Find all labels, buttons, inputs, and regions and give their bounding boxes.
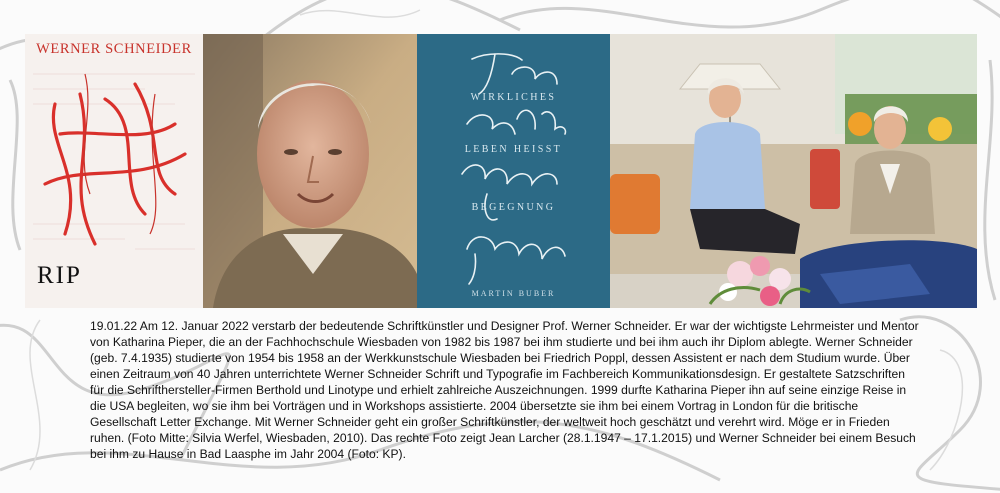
book-calligraphy xyxy=(417,34,610,308)
obituary-caption: 19.01.22 Am 12. Januar 2022 verstarb der bedeutende Schriftkünstler und Designer Prof. Werner Schneider. Er war der wichtigste Lehrmeister und Mentor von Katharina Pieper, die an der Fachhochschule Wiesbaden von 1982 bis 1987 bei ihm studierte und bei ihm auch ihr Diplom ablegte. Werner Schneider (geb. 7.4.1935) studierte von 1954 bis 1958 an der Werkkunstschule Wiesbaden bei Friedrich Poppl, dessen Assistent er nach dem Studium wurde. Über einen Zeitraum von 40 Jahren unterrichtete Werner Schneider Schrift und Typografie im Fachbereich Kommunikationsdesign. Er gestaltete Satzschriften für die Schrifthersteller-Firmen Berthold und Linotype und erhielt zahlreiche Auszeichnungen. 1999 durfte Katharina Pieper ihn auf seine einzige Reise in die USA begleiten, wo sie ihm bei Vorträgen und in Workshops assistierte. 2004 übersetzte sie ihm bei einem Vortrag in London für die britische Gesellschaft Letter Exchange. Mit Werner Schneider geht ein großer Schriftkünstler, der weltweit hoch geschätzt und verehrt wird. Möge er in Frieden ruhen. (Foto Mitte: Silvia Werfel, Wiesbaden, 2010). Das rechte Foto zeigt Jean Larcher (28.1.1947 – 17.1.2015) und Werner Schneider bei einem Besuch bei ihm zu Hause in Bad Laasphe im Jahr 2004 (Foto: KP). xyxy=(90,319,919,461)
photo-strip xyxy=(25,34,977,308)
book-author: MARTIN BUBER xyxy=(471,289,556,298)
rip-text: RIP xyxy=(37,262,82,289)
book-line-3: BEGEGNUNG xyxy=(471,202,556,213)
sofa-image xyxy=(610,34,977,308)
portrait-photo xyxy=(203,34,417,308)
poster-name: WERNER SCHNEIDER xyxy=(36,41,192,57)
poster-panel xyxy=(25,34,203,308)
book-line-1: WIRKLICHES xyxy=(470,92,557,103)
book-line-2: LEBEN HEISST xyxy=(464,144,563,155)
portrait-image xyxy=(203,34,417,308)
sofa-photo xyxy=(610,34,977,308)
book-cover xyxy=(417,34,610,308)
